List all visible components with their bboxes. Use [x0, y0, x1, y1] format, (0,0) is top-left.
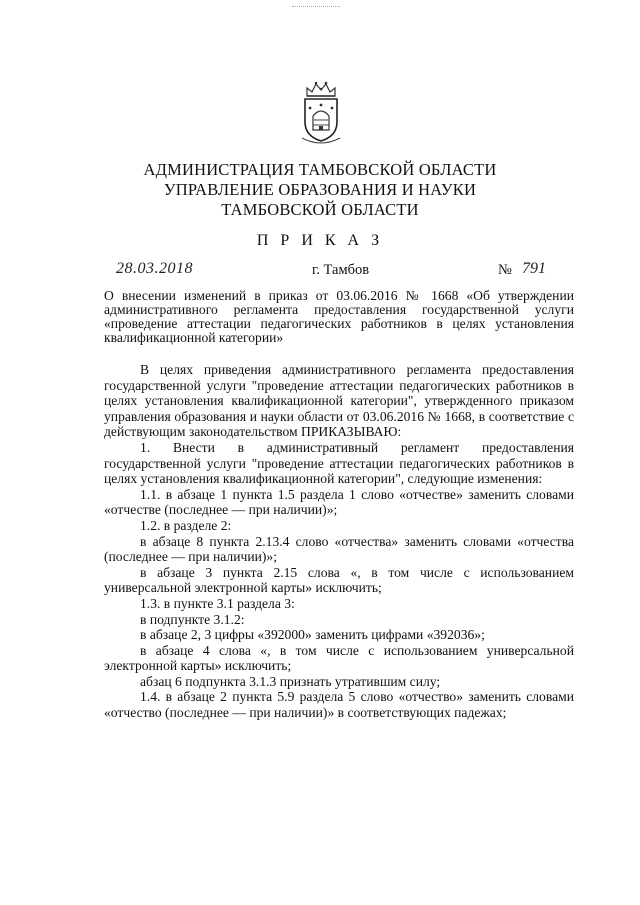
header-line-2: УПРАВЛЕНИЕ ОБРАЗОВАНИЯ И НАУКИ	[163, 180, 477, 199]
paragraph: в абзаце 2, 3 цифры «392000» заменить цифрами «392036»;	[140, 627, 485, 643]
paragraph: в абзаце 3 пункта 2.15 слова «, в том числе с использованием универсальной электронной карты» исключить;	[104, 564, 574, 596]
document-type-title: П Р И К А З	[256, 232, 384, 249]
page-top-mark	[292, 6, 340, 7]
paragraph: 1.2. в разделе 2:	[140, 517, 232, 533]
paragraph: 1.3. в пункте 3.1 раздела 3:	[140, 595, 295, 611]
document-body	[104, 362, 574, 721]
document-number-label: №	[498, 262, 512, 278]
paragraph: 1. Внести в административный регламент предоставления государственной услуги "проведение аттестации педагогических работников в целях установления квалификационной категории", следующие изменения:	[104, 439, 574, 487]
document-city: г. Тамбов	[312, 262, 370, 278]
header-line-1: АДМИНИСТРАЦИЯ ТАМБОВСКОЙ ОБЛАСТИ	[143, 160, 497, 179]
document-meta-row	[116, 262, 546, 284]
paragraph: абзац 6 подпункта 3.1.3 признать утратившим силу;	[140, 673, 441, 689]
document-header	[0, 160, 640, 220]
paragraph: 1.1. в абзаце 1 пункта 1.5 раздела 1 слово «отчестве» заменить словами «отчестве (последнее — при наличии)»;	[104, 486, 574, 518]
document-date: 28.03.2018	[116, 260, 193, 277]
tambov-coat-of-arms-icon	[298, 78, 344, 144]
header-line-3: ТАМБОВСКОЙ ОБЛАСТИ	[221, 200, 419, 219]
paragraph: в абзаце 4 слова «, в том числе с использованием универсальной электронной карты» исключить;	[104, 642, 574, 674]
document-number: 791	[522, 260, 546, 277]
paragraph: В целях приведения административного регламента предоставления государственной услуги "проведение аттестации педагогических работников в целях установления квалификационной категории", утвержденного приказом управления образования и науки области от 03.06.2016 № 1668, в соответствие с действующим законодательством ПРИКАЗЫВАЮ:	[104, 362, 574, 440]
document-subject: О внесении изменений в приказ от 03.06.2016 № 1668 «Об утверждении административного регламента предоставления государственной услуги «проведение аттестации педагогических работников в целях установления квалификационной категории»	[104, 288, 574, 345]
paragraph: в подпункте 3.1.2:	[140, 611, 245, 627]
paragraph: в абзаце 8 пункта 2.13.4 слово «отчества» заменить словами «отчества (последнее — при наличии)»;	[104, 533, 574, 565]
paragraph: 1.4. в абзаце 2 пункта 5.9 раздела 5 слово «отчество» заменить словами «отчество (последнее — при наличии)» в соответствующих падежах;	[104, 689, 574, 721]
